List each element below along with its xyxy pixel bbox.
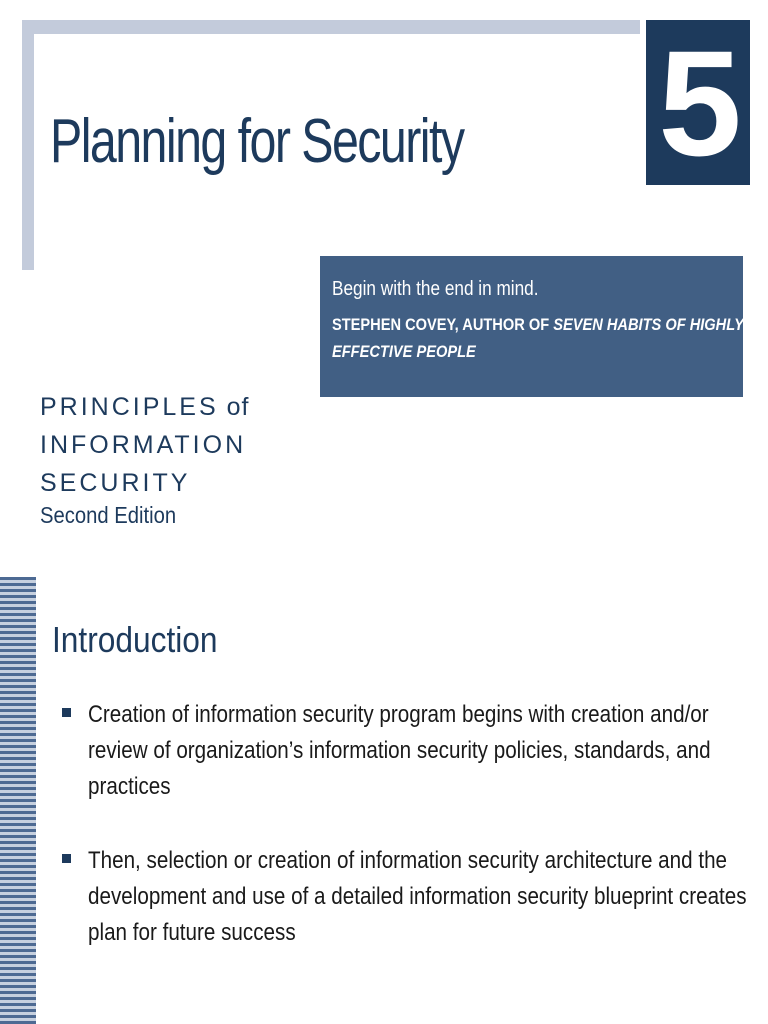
quote-box [320,256,743,397]
frame-top-bar [22,20,640,34]
bullet-text: Then, selection or creation of information security architecture and the development and use of a detailed information security blueprint creates plan for future success [88,847,747,946]
quote-book-title: SEVEN HABITS OF HIGHLY EFFECTIVE PEOPLE [332,315,744,361]
book-title-line2: INFORMATION [40,431,247,459]
chapter-number: 5 [658,18,738,187]
frame-left-bar [22,20,34,270]
chapter-number-box [646,20,750,185]
book-title-principles: PRINCIPLES [40,393,219,421]
bullet-item [60,843,760,951]
book-title [40,388,249,502]
introduction-slide [0,577,768,1024]
striped-side-bar [0,577,36,1024]
slide-title: Planning for Security [50,107,464,176]
quote-text: Begin with the end in mind. [332,278,539,300]
bullet-item [60,697,760,805]
quote-attribution [332,311,745,365]
book-title-of: of [218,393,250,421]
square-bullet-icon [62,708,71,717]
bullet-list [60,697,760,989]
book-edition: Second Edition [40,502,177,528]
bullet-text: Creation of information security program begins with creation and/or review of organization’s information security policies, standards, and practices [88,701,711,800]
book-title-line1 [40,388,249,426]
book-title-line3: SECURITY [40,469,191,497]
quote-author: STEPHEN COVEY, AUTHOR OF [332,315,554,334]
square-bullet-icon [62,854,71,863]
section-heading: Introduction [52,619,218,660]
